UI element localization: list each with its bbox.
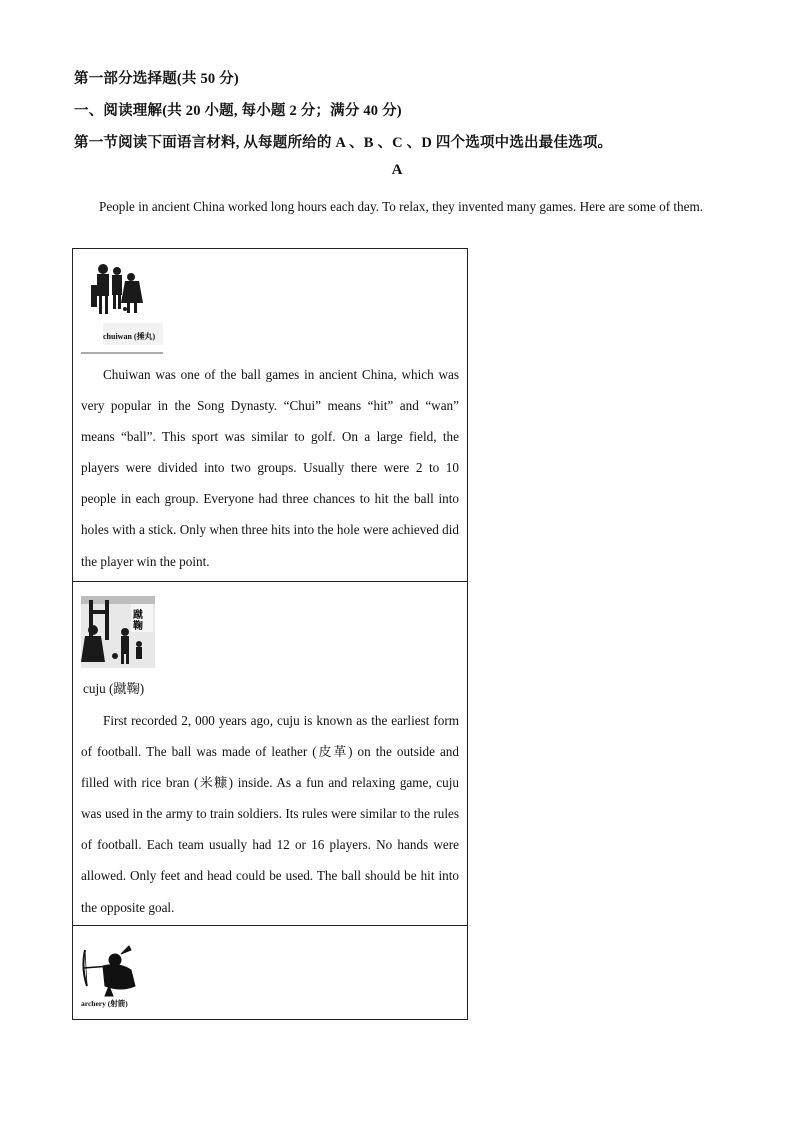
cuju-image xyxy=(81,596,155,668)
part-heading: 第一部分选择题(共 50 分) xyxy=(74,71,239,87)
cuju-paragraph: First recorded 2, 000 years ago, cuju is known as the earliest form of football. The ball was made of leather (皮革) on the outside and filled with rice bran (米糠) inside. As a fun and relaxing game, cuju was used in the army to train soldiers. Its rules were similar to the rules of football. Each team usually had 12 or 16 players. No hands were allowed. Only feet and head could be used. The ball should be hit into the opposite goal. xyxy=(81,713,459,915)
table-row-cuju xyxy=(73,582,467,926)
games-table xyxy=(72,248,468,1020)
chuiwan-caption: chuiwan (捶丸) xyxy=(103,332,156,341)
cuju-illustration-icon xyxy=(81,596,155,668)
chuiwan-image xyxy=(81,257,163,355)
archery-caption: archery (射箭) xyxy=(81,999,128,1008)
table-row-archery xyxy=(73,926,467,1019)
intro-paragraph: People in ancient China worked long hours each day. To relax, they invented many games. Here are some of them. xyxy=(99,199,704,214)
passage-label: A xyxy=(391,162,403,178)
chuiwan-paragraph: Chuiwan was one of the ball games in ancient China, which was very popular in the Song Dynasty. “Chui” means “hit” and “wan” means “ball”. This sport was similar to golf. On a large field, the players were divided into two groups. Usually there were 2 to 10 people in each group. Everyone had three chances to hit the ball into holes with a stick. Only when three hits into the hole were achieved did the player win the point. xyxy=(81,367,459,569)
cuju-caption: cuju (蹴鞠) xyxy=(83,681,145,696)
instruction-heading: 第一节阅读下面语言材料, 从每题所给的 A 、B 、C 、D 四个选项中选出最佳选项。 xyxy=(74,135,613,151)
cuju-image-label: 蹴鞠 xyxy=(133,610,143,632)
archery-illustration-icon xyxy=(81,940,141,998)
section-heading: 一、阅读理解(共 20 小题, 每小题 2 分；满分 40 分) xyxy=(74,103,402,119)
archery-image xyxy=(81,940,141,1010)
table-row-chuiwan xyxy=(73,249,467,582)
